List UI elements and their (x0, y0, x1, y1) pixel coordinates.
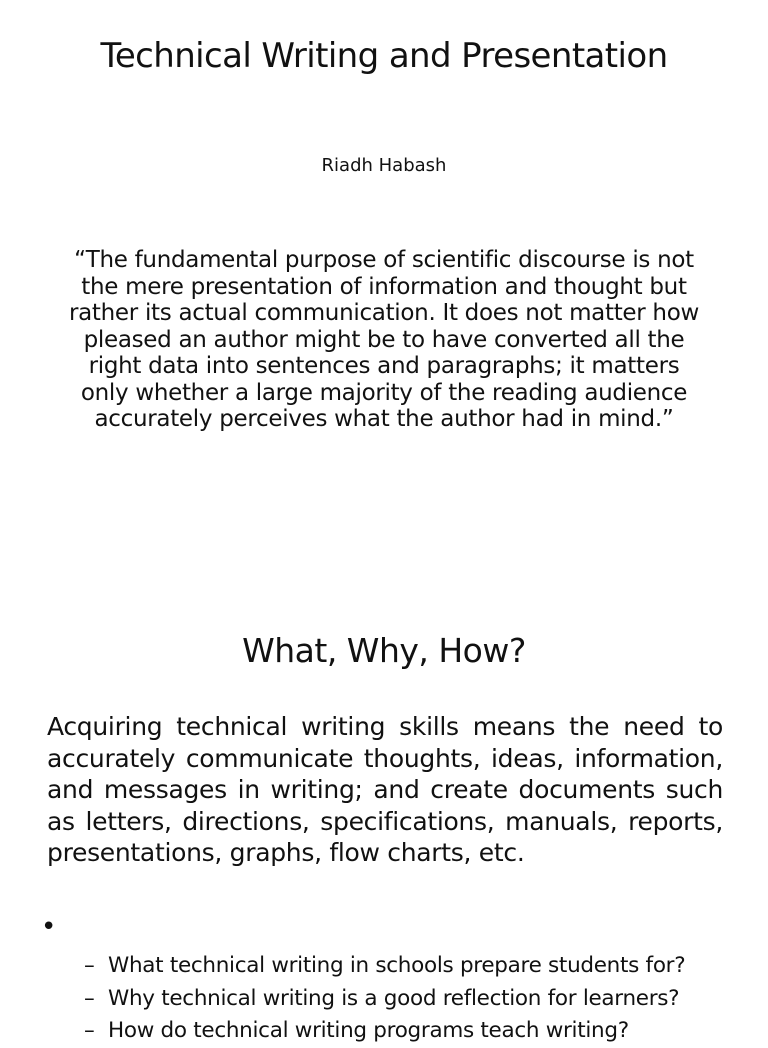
question-list (84, 950, 768, 1048)
bullet-marker: • (41, 912, 57, 942)
dash-marker: – (84, 1018, 95, 1043)
list-item (84, 983, 768, 1016)
author-name: Riadh Habash (321, 155, 447, 176)
list-item (84, 1015, 768, 1048)
section-title: What, Why, How? (242, 631, 526, 670)
list-item (84, 950, 768, 983)
opening-quote: “The fundamental purpose of scientific discourse is not the mere presentation of information and thought but rather its actual communication. It does not matter how pleased an author might be to have converted all the right data into sentences and paragraphs; it matters only whether a large majority of the reading audience accurately perceives what the author had in mind.” (68, 247, 699, 432)
dash-marker: – (84, 953, 95, 978)
list-item-text: Why technical writing is a good reflection for learners? (108, 985, 680, 1011)
document-title: Technical Writing and Presentation (100, 36, 668, 76)
section-paragraph: Acquiring technical writing skills means the need to accurately communicate thoughts, ideas, information, and messages in writing; and create documents such as letters, directions, specifications, manuals, reports, presentations, graphs, flow charts, etc. (47, 712, 723, 867)
list-item-text: What technical writing in schools prepare students for? (108, 953, 686, 978)
list-item-text: How do technical writing programs teach writing? (108, 1018, 629, 1043)
dash-marker: – (84, 985, 95, 1011)
